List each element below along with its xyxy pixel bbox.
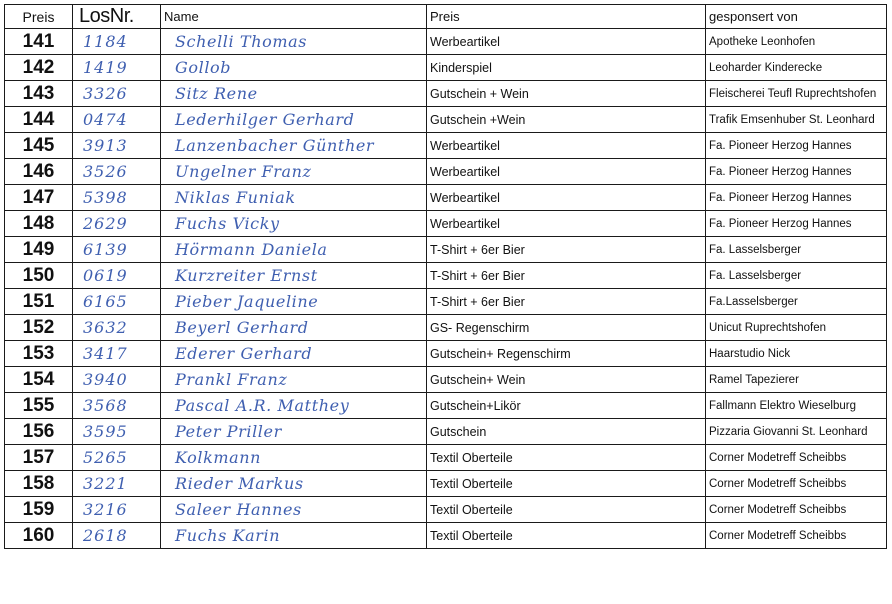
prize-description: Gutschein+ Regenschirm bbox=[427, 341, 706, 367]
prize-number: 144 bbox=[5, 107, 73, 133]
prize-number: 155 bbox=[5, 393, 73, 419]
prize-description: Gutschein bbox=[427, 419, 706, 445]
winner-name: Niklas Funiak bbox=[161, 185, 427, 211]
prize-description: Werbeartikel bbox=[427, 133, 706, 159]
ticket-number: 6165 bbox=[73, 289, 161, 315]
winner-name: Pascal A.R. Matthey bbox=[161, 393, 427, 419]
prize-description: Gutschein +Wein bbox=[427, 107, 706, 133]
prize-number: 150 bbox=[5, 263, 73, 289]
table-row bbox=[5, 497, 887, 523]
prize-description: Werbeartikel bbox=[427, 185, 706, 211]
table-row bbox=[5, 29, 887, 55]
prize-description: Werbeartikel bbox=[427, 211, 706, 237]
winner-name: Gollob bbox=[161, 55, 427, 81]
sponsor-name: Ramel Tapezierer bbox=[706, 367, 887, 393]
table-row bbox=[5, 289, 887, 315]
winner-name: Pieber Jaqueline bbox=[161, 289, 427, 315]
sponsor-name: Leoharder Kinderecke bbox=[706, 55, 887, 81]
ticket-number: 5398 bbox=[73, 185, 161, 211]
ticket-number: 0474 bbox=[73, 107, 161, 133]
prize-number: 148 bbox=[5, 211, 73, 237]
table-row bbox=[5, 523, 887, 549]
winner-name: Lanzenbacher Günther bbox=[161, 133, 427, 159]
ticket-number: 6139 bbox=[73, 237, 161, 263]
header-losnr: LosNr. bbox=[73, 5, 161, 29]
sponsor-name: Fa. Pioneer Herzog Hannes bbox=[706, 159, 887, 185]
ticket-number: 2629 bbox=[73, 211, 161, 237]
winner-name: Saleer Hannes bbox=[161, 497, 427, 523]
ticket-number: 5265 bbox=[73, 445, 161, 471]
header-preis: Preis bbox=[5, 5, 73, 29]
sponsor-name: Corner Modetreff Scheibbs bbox=[706, 471, 887, 497]
ticket-number: 0619 bbox=[73, 263, 161, 289]
prize-description: Gutschein+Likör bbox=[427, 393, 706, 419]
sponsor-name: Haarstudio Nick bbox=[706, 341, 887, 367]
ticket-number: 3568 bbox=[73, 393, 161, 419]
prize-number: 160 bbox=[5, 523, 73, 549]
prize-number: 142 bbox=[5, 55, 73, 81]
ticket-number: 1184 bbox=[73, 29, 161, 55]
prize-description: Textil Oberteile bbox=[427, 445, 706, 471]
prize-description: Gutschein+ Wein bbox=[427, 367, 706, 393]
ticket-number: 3221 bbox=[73, 471, 161, 497]
winner-name: Ungelner Franz bbox=[161, 159, 427, 185]
prize-table bbox=[4, 4, 887, 549]
winner-name: Sitz Rene bbox=[161, 81, 427, 107]
header-sponsor: gesponsert von bbox=[706, 5, 887, 29]
table-row bbox=[5, 315, 887, 341]
ticket-number: 3595 bbox=[73, 419, 161, 445]
sponsor-name: Unicut Ruprechtshofen bbox=[706, 315, 887, 341]
ticket-number: 3417 bbox=[73, 341, 161, 367]
sponsor-name: Fleischerei Teufl Ruprechtshofen bbox=[706, 81, 887, 107]
prize-number: 145 bbox=[5, 133, 73, 159]
prize-number: 149 bbox=[5, 237, 73, 263]
table-row bbox=[5, 341, 887, 367]
prize-description: Textil Oberteile bbox=[427, 497, 706, 523]
winner-name: Beyerl Gerhard bbox=[161, 315, 427, 341]
prize-number: 143 bbox=[5, 81, 73, 107]
sponsor-name: Corner Modetreff Scheibbs bbox=[706, 497, 887, 523]
prize-description: GS- Regenschirm bbox=[427, 315, 706, 341]
header-prize: Preis bbox=[427, 5, 706, 29]
prize-description: T-Shirt + 6er Bier bbox=[427, 237, 706, 263]
winner-name: Fuchs Karin bbox=[161, 523, 427, 549]
winner-name: Kolkmann bbox=[161, 445, 427, 471]
sponsor-name: Fallmann Elektro Wieselburg bbox=[706, 393, 887, 419]
winner-name: Lederhilger Gerhard bbox=[161, 107, 427, 133]
prize-number: 159 bbox=[5, 497, 73, 523]
sponsor-name: Apotheke Leonhofen bbox=[706, 29, 887, 55]
prize-description: Textil Oberteile bbox=[427, 471, 706, 497]
table-row bbox=[5, 81, 887, 107]
ticket-number: 3913 bbox=[73, 133, 161, 159]
winner-name: Prankl Franz bbox=[161, 367, 427, 393]
ticket-number: 3632 bbox=[73, 315, 161, 341]
prize-number: 147 bbox=[5, 185, 73, 211]
sponsor-name: Corner Modetreff Scheibbs bbox=[706, 445, 887, 471]
winner-name: Hörmann Daniela bbox=[161, 237, 427, 263]
prize-number: 157 bbox=[5, 445, 73, 471]
table-row bbox=[5, 263, 887, 289]
ticket-number: 3326 bbox=[73, 81, 161, 107]
sponsor-name: Corner Modetreff Scheibbs bbox=[706, 523, 887, 549]
ticket-number: 3940 bbox=[73, 367, 161, 393]
prize-description: Textil Oberteile bbox=[427, 523, 706, 549]
prize-number: 151 bbox=[5, 289, 73, 315]
sponsor-name: Fa.Lasselsberger bbox=[706, 289, 887, 315]
table-row bbox=[5, 133, 887, 159]
winner-name: Fuchs Vicky bbox=[161, 211, 427, 237]
winner-name: Kurzreiter Ernst bbox=[161, 263, 427, 289]
header-name: Name bbox=[161, 5, 427, 29]
header-row bbox=[5, 5, 887, 29]
table-row bbox=[5, 237, 887, 263]
ticket-number: 3216 bbox=[73, 497, 161, 523]
prize-description: Werbeartikel bbox=[427, 159, 706, 185]
winner-name: Ederer Gerhard bbox=[161, 341, 427, 367]
prize-description: Kinderspiel bbox=[427, 55, 706, 81]
table-row bbox=[5, 445, 887, 471]
table-row bbox=[5, 471, 887, 497]
ticket-number: 2618 bbox=[73, 523, 161, 549]
prize-description: Gutschein + Wein bbox=[427, 81, 706, 107]
ticket-number: 3526 bbox=[73, 159, 161, 185]
prize-number: 146 bbox=[5, 159, 73, 185]
ticket-number: 1419 bbox=[73, 55, 161, 81]
table-row bbox=[5, 185, 887, 211]
table-row bbox=[5, 367, 887, 393]
sponsor-name: Fa. Lasselsberger bbox=[706, 263, 887, 289]
prize-number: 158 bbox=[5, 471, 73, 497]
prize-description: Werbeartikel bbox=[427, 29, 706, 55]
sponsor-name: Fa. Pioneer Herzog Hannes bbox=[706, 185, 887, 211]
table-row bbox=[5, 211, 887, 237]
table-row bbox=[5, 55, 887, 81]
winner-name: Schelli Thomas bbox=[161, 29, 427, 55]
prize-number: 156 bbox=[5, 419, 73, 445]
prize-list-sheet bbox=[4, 4, 886, 549]
table-row bbox=[5, 419, 887, 445]
table-row bbox=[5, 393, 887, 419]
prize-description: T-Shirt + 6er Bier bbox=[427, 289, 706, 315]
sponsor-name: Pizzaria Giovanni St. Leonhard bbox=[706, 419, 887, 445]
winner-name: Peter Priller bbox=[161, 419, 427, 445]
prize-number: 153 bbox=[5, 341, 73, 367]
prize-number: 152 bbox=[5, 315, 73, 341]
sponsor-name: Fa. Pioneer Herzog Hannes bbox=[706, 133, 887, 159]
table-row bbox=[5, 107, 887, 133]
prize-number: 141 bbox=[5, 29, 73, 55]
winner-name: Rieder Markus bbox=[161, 471, 427, 497]
prize-description: T-Shirt + 6er Bier bbox=[427, 263, 706, 289]
prize-number: 154 bbox=[5, 367, 73, 393]
sponsor-name: Fa. Pioneer Herzog Hannes bbox=[706, 211, 887, 237]
sponsor-name: Trafik Emsenhuber St. Leonhard bbox=[706, 107, 887, 133]
table-row bbox=[5, 159, 887, 185]
sponsor-name: Fa. Lasselsberger bbox=[706, 237, 887, 263]
